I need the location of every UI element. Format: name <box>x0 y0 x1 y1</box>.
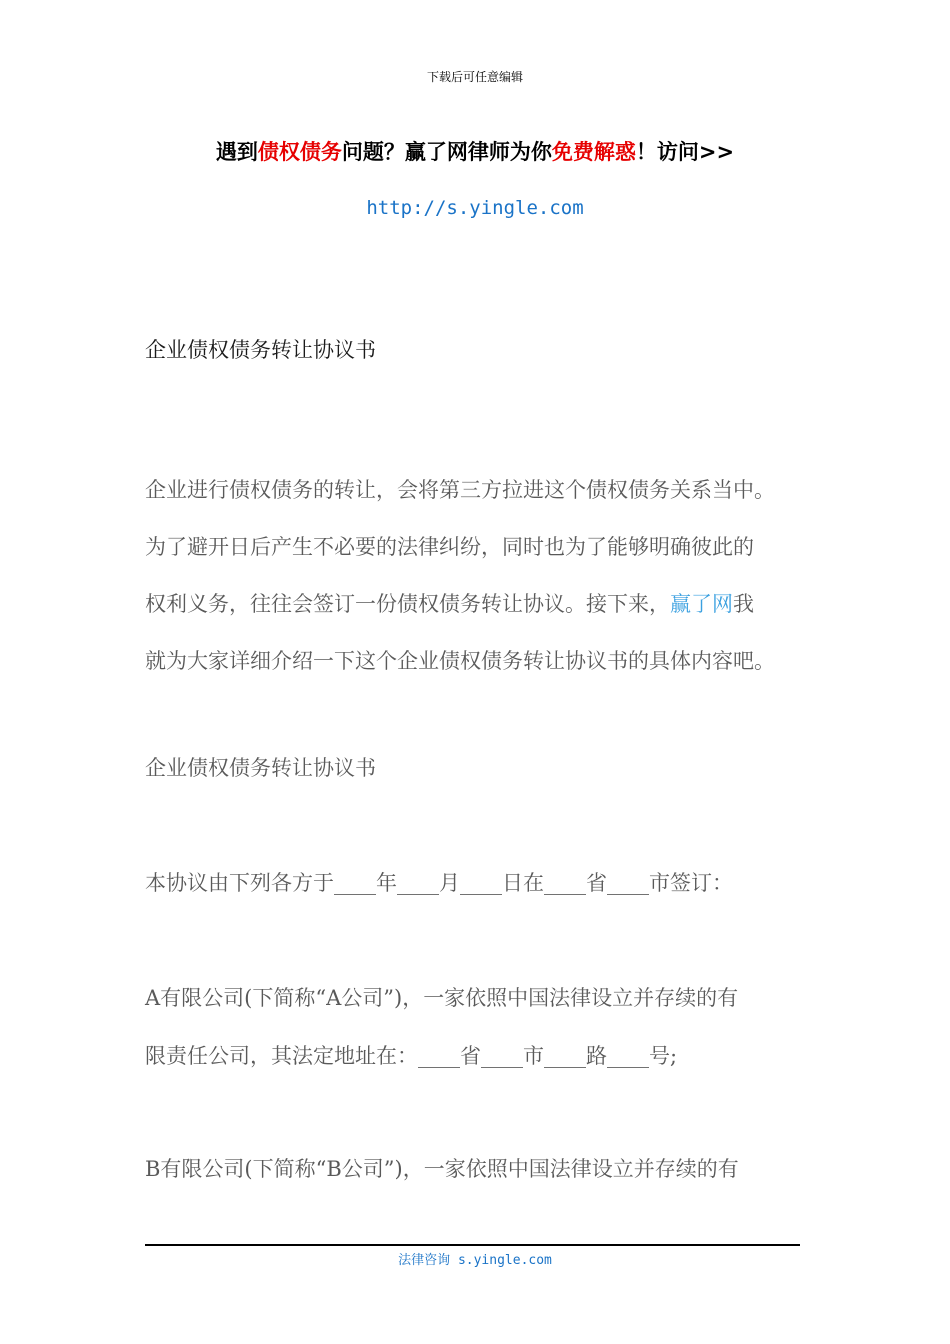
promo-text: 问题？赢了网律师为你 <box>341 140 552 164</box>
yingle-link[interactable]: 赢了网 <box>670 592 733 616</box>
intro-paragraph <box>145 462 835 690</box>
header-note: 下载后可任意编辑 <box>426 70 523 84</box>
promo-text: ！访问>> <box>635 140 735 164</box>
document-title: 企业债权债务转让协议书 <box>145 338 376 362</box>
intro-line: 企业进行债权债务的转让，会将第三方拉进这个债权债务关系当中。 <box>145 478 775 502</box>
promo-text: 遇到 <box>215 140 258 164</box>
promo-highlight-free: 免费解惑 <box>551 140 636 164</box>
intro-text: 权利义务，往往会签订一份债权债务转让协议。接下来， <box>145 592 670 616</box>
promo-url-link[interactable]: http://s.yingle.com <box>366 197 584 219</box>
intro-line <box>145 576 835 633</box>
promo-banner[interactable] <box>0 136 950 166</box>
agreement-paragraph: 限责任公司，其法定地址在：____省____市____路____号; <box>145 1044 678 1068</box>
footer-divider <box>145 1244 800 1246</box>
agreement-paragraph: A有限公司(下简称“A公司”)，一家依照中国法律设立并存续的有 <box>145 986 739 1010</box>
section-title: 企业债权债务转让协议书 <box>145 756 376 780</box>
footer-link[interactable]: 法律咨询 s.yingle.com <box>398 1253 552 1268</box>
promo-highlight-debt: 债权债务 <box>257 140 342 164</box>
intro-line: 就为大家详细介绍一下这个企业债权债务转让协议书的具体内容吧。 <box>145 649 775 673</box>
agreement-paragraph: B有限公司(下简称“B公司”)，一家依照中国法律设立并存续的有 <box>145 1157 739 1181</box>
intro-text: 我 <box>733 592 754 616</box>
agreement-paragraph: 本协议由下列各方于____年____月____日在____省____市签订： <box>145 871 733 895</box>
intro-line: 为了避开日后产生不必要的法律纠纷，同时也为了能够明确彼此的 <box>145 535 754 559</box>
